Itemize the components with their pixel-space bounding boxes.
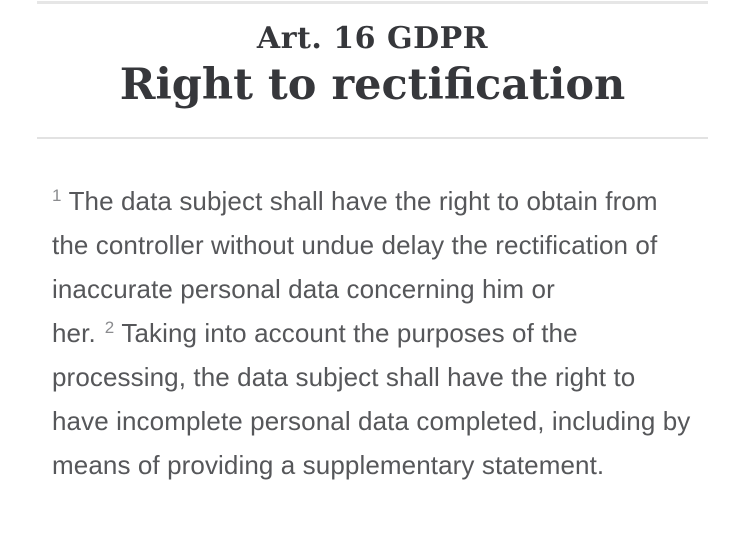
sentence-1-text: The data subject shall have the right to obtain from the controller without undue delay the rectification of inaccurate personal data concerning him or her. xyxy=(52,186,658,348)
top-rule xyxy=(37,1,708,4)
sentence-2-number: 2 xyxy=(104,318,115,337)
article-number-heading: Art. 16 GDPR xyxy=(256,21,489,56)
article-title-heading: Right to rectification xyxy=(119,60,626,110)
sentence-2 xyxy=(52,318,690,480)
article-body xyxy=(52,179,693,487)
article-header xyxy=(0,0,745,111)
sentence-2-text: Taking into account the purposes of the processing, the data subject shall have the right to have incomplete personal data completed, including by means of providing a supplementary statement. xyxy=(52,318,691,480)
sentence-1-number: 1 xyxy=(52,186,62,205)
header-divider xyxy=(37,137,708,139)
